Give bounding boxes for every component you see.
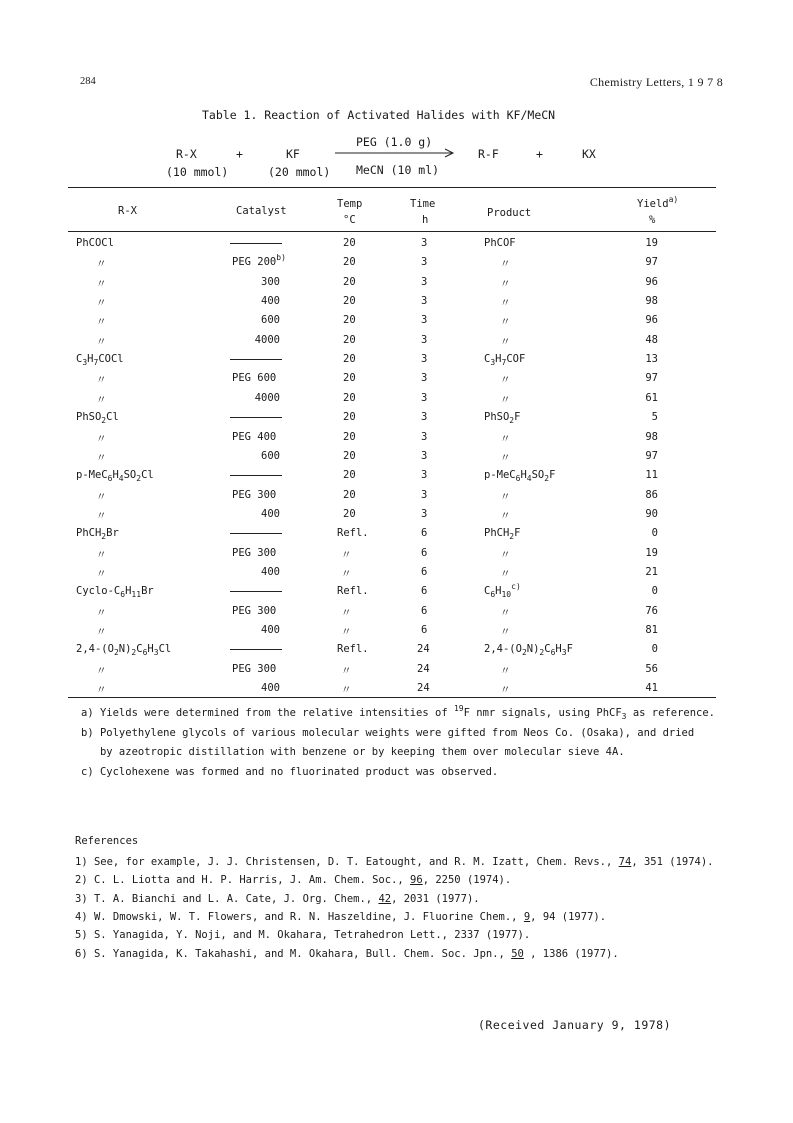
- product-2: KX: [582, 147, 596, 161]
- reference-item: 3) T. A. Bianchi and L. A. Cate, J. Org. Chem., 42, 2031 (1977).: [75, 892, 480, 905]
- cell-yield: 0: [651, 527, 658, 540]
- cell-yield: 56: [645, 662, 658, 675]
- journal-title: Chemistry Letters, 1 9 7 8: [589, 75, 723, 89]
- cell-catalyst: PEG 600: [232, 372, 277, 385]
- cell-catalyst: 400: [261, 507, 280, 520]
- cell-yield: 86: [645, 488, 658, 501]
- cell-rx: PhSO$_2$Cl: [76, 411, 119, 426]
- cell-temp: 20: [343, 237, 356, 249]
- page-number: 284: [80, 76, 96, 87]
- cell-temp: 20: [343, 333, 356, 346]
- col-header-temp: Temp: [337, 198, 363, 210]
- cell-catalyst: 400: [261, 565, 280, 578]
- cell-catalyst: 4000: [254, 333, 280, 346]
- cell-time: 24: [417, 682, 430, 695]
- col-header-yield: [637, 195, 679, 210]
- cell-temp: 20: [343, 430, 356, 443]
- cell-product: $p-MeC_6H_4SO_2F$: [484, 469, 556, 484]
- cell-temp: 20: [343, 469, 356, 482]
- plus-sign: +: [536, 147, 543, 161]
- cell-product: 〃: [500, 297, 511, 310]
- cell-rx: 〃: [96, 509, 107, 522]
- cell-catalyst: 600: [261, 314, 280, 327]
- cell-product: 〃: [500, 277, 511, 290]
- reference-item: 6) S. Yanagida, K. Takahashi, and M. Okahara, Bull. Chem. Soc. Jpn., 50 , 1386 (1977).: [75, 947, 619, 960]
- cell-rx: 〃: [96, 451, 107, 464]
- cell-rx: PhCH$_2$Br: [76, 527, 119, 542]
- cell-temp: 20: [343, 372, 356, 385]
- cell-time: 3: [421, 295, 428, 308]
- reactant-1: R-X: [176, 147, 197, 161]
- cell-rx: 〃: [96, 297, 107, 310]
- cell-rx: 〃: [96, 684, 107, 697]
- cell-rx: $C_3H_7COCl$: [76, 353, 124, 368]
- cell-product: 〃: [500, 606, 511, 619]
- reference-item: 1) See, for example, J. J. Christensen, D. T. Eatought, and R. M. Izatt, Chem. Revs., 74, 351 (1974).: [75, 856, 714, 868]
- cell-yield: 19: [645, 237, 658, 249]
- cell-rx: 〃: [96, 626, 107, 638]
- cell-rx: 〃: [96, 606, 107, 619]
- cell-catalyst: PEG 300: [232, 546, 277, 559]
- cell-yield: 13: [645, 353, 658, 366]
- cell-yield: 19: [645, 546, 658, 559]
- cell-product: $C_3H_7COF$: [484, 353, 526, 368]
- reference-item: 2) C. L. Liotta and H. P. Harris, J. Am. Chem. Soc., 96, 2250 (1974).: [75, 874, 512, 887]
- table-header-rule: [68, 231, 716, 232]
- cell-yield: 81: [645, 624, 658, 636]
- col-header-yield-unit: %: [649, 214, 656, 226]
- cell-product: PhCH$_2$F: [484, 527, 521, 542]
- cell-time: 6: [421, 546, 428, 559]
- cell-time: 6: [421, 527, 428, 540]
- cell-catalyst: PEG 400: [232, 430, 277, 443]
- cell-time: 3: [421, 372, 428, 385]
- cell-rx: PhCOCl: [76, 237, 114, 249]
- cell-catalyst: 400: [261, 682, 280, 695]
- cell-product: 〃: [500, 316, 511, 329]
- reaction-arrow: [335, 147, 457, 159]
- cell-time: 24: [417, 643, 430, 656]
- cell-yield: 76: [645, 604, 658, 617]
- cell-product: 〃: [500, 567, 511, 580]
- cell-temp: 〃: [341, 684, 352, 697]
- cell-time: 24: [417, 662, 430, 675]
- cell-yield: 11: [645, 469, 658, 482]
- cell-catalyst: 400: [261, 295, 280, 308]
- table-top-rule: [68, 187, 716, 188]
- cell-rx: 〃: [96, 393, 107, 406]
- cell-yield: 98: [645, 430, 658, 443]
- cell-yield: 96: [645, 275, 658, 288]
- cell-catalyst: 300: [261, 275, 280, 288]
- cell-yield: 97: [645, 449, 658, 462]
- col-header-catalyst: Catalyst: [236, 205, 287, 217]
- cell-product: PhCOF: [484, 237, 516, 249]
- cell-catalyst: PEG 300: [232, 662, 277, 675]
- col-header-yield-label: Yield: [637, 198, 669, 210]
- reference-item: 4) W. Dmowski, W. T. Flowers, and R. N. Haszeldine, J. Fluorine Chem., 9, 94 (1977).: [75, 910, 607, 923]
- cell-catalyst: [230, 469, 282, 481]
- col-header-temp-unit: °C: [343, 214, 356, 226]
- cell-yield: 48: [645, 333, 658, 346]
- cell-catalyst: 600: [261, 449, 280, 462]
- cell-temp: 20: [343, 411, 356, 424]
- footnote: a) Yields were determined from the relative intensities of $^{19}$F nmr signals, using PhCF$_3$ as reference.: [81, 704, 716, 721]
- cell-temp: 20: [343, 256, 356, 269]
- cell-time: 3: [421, 430, 428, 443]
- cell-product: 〃: [500, 664, 511, 677]
- cell-product: 〃: [500, 490, 511, 503]
- cell-time: 3: [421, 353, 428, 366]
- cell-temp: 20: [343, 275, 356, 288]
- cell-yield: 98: [645, 295, 658, 308]
- cell-catalyst: [230, 643, 282, 655]
- footnote: by azeotropic distillation with benzene or by keeping them over molecular sieve 4A.: [81, 746, 625, 759]
- cell-yield: 90: [645, 507, 658, 520]
- cell-yield: 5: [651, 411, 658, 424]
- cell-yield: 97: [645, 372, 658, 385]
- cell-temp: 20: [343, 314, 356, 327]
- cell-catalyst: PEG 300: [232, 604, 277, 617]
- cell-product: 〃: [500, 432, 511, 445]
- cell-yield: 0: [651, 585, 658, 598]
- arrow-condition-top: PEG (1.0 g): [356, 135, 433, 149]
- reactant-2-amount: (20 mmol): [268, 165, 331, 179]
- cell-product: 〃: [500, 548, 511, 561]
- reactant-1-amount: (10 mmol): [166, 165, 229, 179]
- table-bottom-rule: [68, 697, 716, 698]
- plus-sign: +: [236, 147, 243, 161]
- footnote-marker: a): [668, 195, 679, 204]
- cell-yield: 97: [645, 256, 658, 269]
- arrow-condition-bottom: MeCN (10 ml): [356, 163, 440, 177]
- cell-yield: 96: [645, 314, 658, 327]
- cell-catalyst: [230, 353, 282, 365]
- cell-temp: 20: [343, 391, 356, 404]
- cell-time: 3: [421, 391, 428, 404]
- cell-product: 〃: [500, 509, 511, 522]
- table-caption: Table 1. Reaction of Activated Halides with KF/MeCN: [202, 108, 556, 122]
- cell-rx: 〃: [96, 335, 107, 348]
- cell-temp: 〃: [341, 548, 352, 561]
- cell-catalyst: 400: [261, 624, 280, 636]
- cell-product: 〃: [500, 258, 511, 271]
- cell-time: 6: [421, 604, 428, 617]
- cell-rx: 〃: [96, 432, 107, 445]
- references-title: References: [75, 835, 139, 847]
- cell-temp: Refl.: [337, 585, 369, 598]
- cell-catalyst: [230, 585, 282, 597]
- received-date: (Received January 9, 1978): [478, 1018, 672, 1032]
- cell-temp: Refl.: [337, 643, 369, 656]
- cell-time: 6: [421, 624, 428, 636]
- cell-yield: 0: [651, 643, 658, 656]
- cell-temp: 〃: [341, 626, 352, 638]
- footnote: c) Cyclohexene was formed and no fluorinated product was observed.: [81, 766, 499, 779]
- cell-rx: 〃: [96, 374, 107, 387]
- cell-time: 6: [421, 565, 428, 578]
- cell-temp: 20: [343, 295, 356, 308]
- cell-rx: 〃: [96, 277, 107, 290]
- cell-product: $C_6H_{10}^{c)}$: [484, 582, 521, 600]
- cell-yield: 61: [645, 391, 658, 404]
- cell-time: 3: [421, 314, 428, 327]
- cell-temp: 〃: [341, 664, 352, 677]
- product-1: R-F: [478, 147, 499, 161]
- cell-time: 3: [421, 488, 428, 501]
- cell-catalyst: PEG 300: [232, 488, 277, 501]
- cell-product: 〃: [500, 626, 511, 638]
- reactant-2: KF: [286, 147, 300, 161]
- cell-time: 3: [421, 469, 428, 482]
- cell-time: 3: [421, 333, 428, 346]
- cell-temp: 20: [343, 353, 356, 366]
- cell-time: 3: [421, 256, 428, 269]
- cell-rx: $p-MeC_6H_4SO_2Cl$: [76, 469, 154, 484]
- col-header-rx: R-X: [118, 205, 137, 217]
- cell-time: 3: [421, 275, 428, 288]
- cell-temp: 〃: [341, 567, 352, 580]
- footnote: b) Polyethylene glycols of various molecular weights were gifted from Neos Co. (Osaka), and dried: [81, 726, 695, 739]
- cell-product: 〃: [500, 684, 511, 697]
- cell-catalyst: [230, 411, 282, 423]
- cell-product: 〃: [500, 393, 511, 406]
- cell-time: 6: [421, 585, 428, 598]
- col-header-time: Time: [410, 198, 436, 210]
- cell-catalyst: PEG 200$^{b)}$: [232, 253, 286, 269]
- reference-item: 5) S. Yanagida, Y. Noji, and M. Okahara, Tetrahedron Lett., 2337 (1977).: [75, 929, 531, 942]
- cell-rx: Cyclo-$C_6H_{11}Br$: [76, 585, 154, 600]
- cell-temp: 20: [343, 449, 356, 462]
- cell-catalyst: 4000: [254, 391, 280, 404]
- cell-rx: 〃: [96, 548, 107, 561]
- cell-catalyst: [230, 527, 282, 539]
- cell-rx: 〃: [96, 490, 107, 503]
- cell-rx: 〃: [96, 258, 107, 271]
- cell-product: $2,4-(O_2N)_2C_6H_3F$: [484, 643, 573, 658]
- cell-temp: Refl.: [337, 527, 369, 540]
- cell-rx: 〃: [96, 664, 107, 677]
- col-header-product: Product: [487, 207, 532, 219]
- cell-time: 3: [421, 237, 428, 249]
- cell-product: 〃: [500, 451, 511, 464]
- cell-rx: 〃: [96, 567, 107, 580]
- cell-yield: 41: [645, 682, 658, 695]
- cell-product: PhSO$_2$F: [484, 411, 521, 426]
- col-header-time-unit: h: [422, 214, 429, 226]
- cell-yield: 21: [645, 565, 658, 578]
- cell-time: 3: [421, 449, 428, 462]
- cell-rx: 〃: [96, 316, 107, 329]
- cell-temp: 〃: [341, 606, 352, 619]
- cell-product: 〃: [500, 335, 511, 348]
- cell-rx: $2,4-(O_2N)_2C_6H_3Cl$: [76, 643, 172, 658]
- cell-product: 〃: [500, 374, 511, 387]
- cell-catalyst: [230, 237, 282, 249]
- cell-temp: 20: [343, 488, 356, 501]
- cell-time: 3: [421, 411, 428, 424]
- cell-temp: 20: [343, 507, 356, 520]
- cell-time: 3: [421, 507, 428, 520]
